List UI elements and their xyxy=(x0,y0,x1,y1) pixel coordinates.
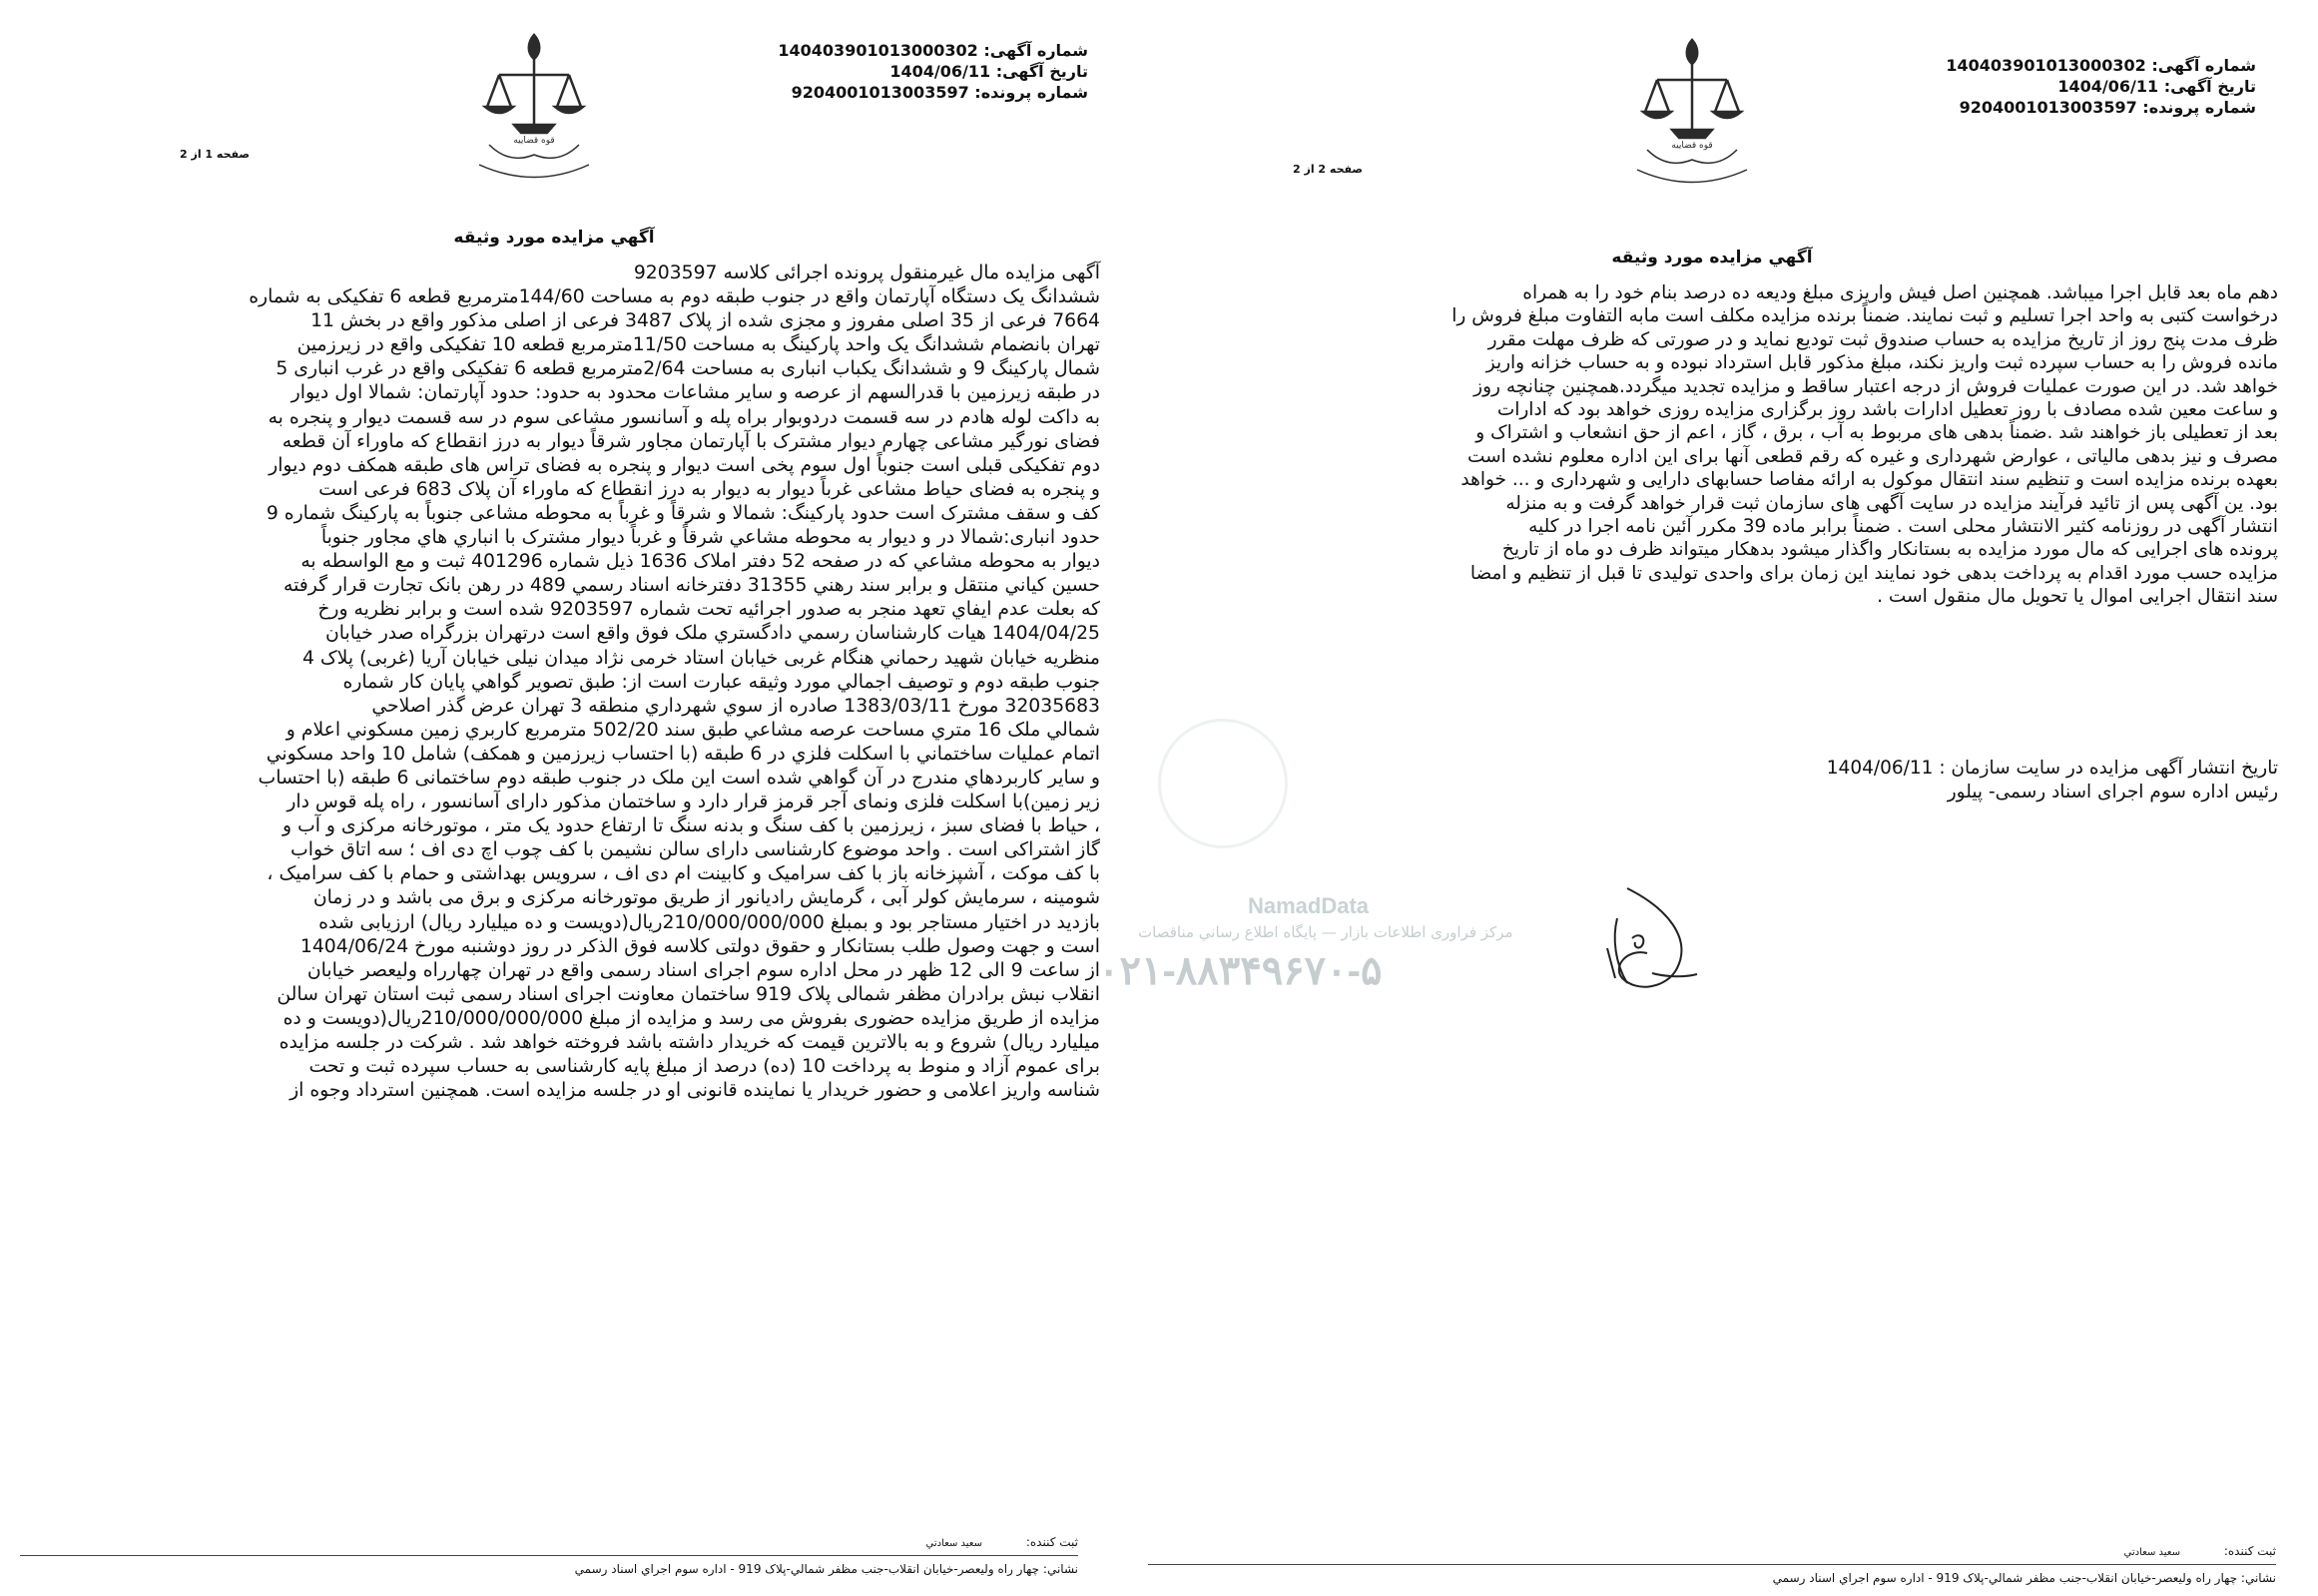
ad-number-label: شماره آگهی: xyxy=(2151,56,2256,75)
body-line: شناسه واريز اعلامی و حضور خريدار يا نماينده قانونی او در جلسه مزايده است. همچنين استرداد وجوه از xyxy=(290,1080,1100,1102)
body-line: بازديد در اختيار مستاجر بود و بمبلغ 210/000/000/000ريال(دويست و ده ميليارد ريال) ارزيابی شده xyxy=(318,911,1100,933)
body-line: تهران بانضمام ششدانگ یک واحد پارکینگ به مساحت 11/50مترمربع قطعه 10 تفکیکی واقع در زیرزمین xyxy=(296,334,1100,356)
body-line: بود. ین آگهی پس از تائید فرآیند مزایده در سایت آگهی های سازمان ثبت قرار خواهد گرفت و به منزله xyxy=(1505,492,2278,514)
body-line: با کف موکت ، آشپزخانه باز با کف سراميک و کابينت ام دی اف ، سرويس بهداشتی و حمام با کف سراميک ، xyxy=(267,863,1100,885)
body-line: بعهده برنده مزایده است و تنظیم سند انتقال موکول به ارائه مفاصا حسابهای دارایی و شهرداری و ... خواهد xyxy=(1460,469,2278,491)
body-line: مصرف و نیز بدهی مالیاتی ، عوارض شهرداری و غیره که رقم قطعی آنها برای این اداره معلوم نشده است xyxy=(1466,445,2278,467)
body-line: ششدانگ یک دستگاه آپارتمان واقع در جنوب طبقه دوم به مساحت 144/60مترمربع قطعه 6 تفکیکی به شماره xyxy=(249,286,1100,308)
body-line: مزايده از طريق مزايده حضوری بفروش می رسد و مزايده از مبلغ 210/000/000/000ريال(دويست و ده xyxy=(283,1007,1100,1029)
body-line: اتمام عمليات ساختماني با اسکلت فلزي در 6 طبقه (با احتساب زيرزمين و همکف) شامل 10 واحد مسکوني xyxy=(266,743,1100,765)
body-line: به داکت لوله هادم در سه قسمت دردوبوار براه پله و آسانسور مشاعی سوم در سه قسمت دیوار و پنجره به xyxy=(268,406,1100,428)
body-line: شمالي ملک 16 متري مساحت عرصه مشاعي طبق سند 502/20 مترمربع کاربري زمين مسکوني اعلام و xyxy=(286,719,1100,741)
body-line: فضای نورگیر مشاعی چهارم دیوار مشترک با آپارتمان مجاور شرقاً دیوار به درز انقطاع که ماوراء آن قطعه xyxy=(282,430,1100,452)
body-line: زير زمين)با اسکلت فلزی ونمای آجر قرمز قرار دارد و ساختمان مذکور دارای آسانسور ، راه پله قوس دار xyxy=(287,792,1100,813)
body-line: آگهی مزایده مال غیرمنقول پرونده اجرائی کلاسه 9203597 xyxy=(633,263,1100,283)
body-line: جنوب طبقه دوم و توصيف اجمالي مورد وثيقه عبارت است از: طبق تصوير گواهي پايان کار شماره xyxy=(342,671,1100,693)
body-line: دهم ماه بعد قابل اجرا میباشد. همچنین اصل فیش واریزی مبلغ ودیعه ده درصد بنام خود را به همراه xyxy=(1522,282,2278,303)
body-line: حدود انباری:شمالا در و دیوار به محوطه مشاعي شرقاً و غرباً ديوار مشترک با انباري هاي مجاور جنوباً xyxy=(320,527,1100,549)
body-line: حسين کياني منتقل و برابر سند رهني 31355 دفترخانه اسناد رسمي 489 در رهن بانک تجارت قرار گرفته xyxy=(284,575,1100,597)
body-line: سند انتقال اجرایی اموال یا تحویل مال منقول است . xyxy=(1877,586,2278,608)
notice-body xyxy=(1148,281,2278,609)
footer-divider xyxy=(1148,1564,2276,1565)
notice-meta xyxy=(729,40,1088,103)
body-line: 32035683 مورخ 1383/03/11 صادره از سوي شهرداري منطقه 3 تهران عرض گذر اصلاحي xyxy=(371,695,1100,717)
body-line: و ساير کاربردهاي مندرج در آن گواهي شده است اين ملک در جنوب طبقه دوم ساختمانی 6 طبقه (با احتساب xyxy=(258,767,1100,789)
body-line: گاز اشتراکی است . واحد موضوع کارشناسی دارای سالن نشيمن با کف چوب اچ دی اف ؛ سه اتاق خواب xyxy=(290,839,1100,861)
body-line: که بعلت عدم ايفاي تعهد منجر به صدور اجرائيه تحت شماره 9203597 شده است و برابر نظريه ورخ xyxy=(317,599,1100,621)
body-line: 7664 فرعی از 35 اصلی مفروز و مجزی شده از پلاک 3487 فرعی از اصلی مذکور واقع در بخش 11 xyxy=(310,310,1100,332)
publish-date: 1404/06/11 xyxy=(1826,758,1934,779)
body-line: انقلاب نبش برادران مظفر شمالی پلاک 919 ساختمان معاونت اجرای اسناد رسمی ثبت استان تهران سالن xyxy=(277,983,1100,1005)
case-number-label: شماره پرونده: xyxy=(2142,98,2256,117)
ad-number-label: شماره آگهی: xyxy=(983,41,1088,60)
notice-page-1 xyxy=(0,0,1108,1596)
body-line: ميليارد ريال) شروع و به بالاترين قيمت که خريدار داشته باشد فروخته خواهد شد . شرکت در جلسه مزايده xyxy=(279,1032,1100,1053)
watermark-brand: NamadData xyxy=(1248,893,1370,918)
registrar-name: سعيد سعادتي xyxy=(2123,1547,2181,1558)
ad-number: 140403901013000302 xyxy=(1946,56,2146,75)
ad-date-label: تاریخ آگهی: xyxy=(2163,77,2256,96)
body-line: و پنجره به فضای حیاط مشاعی غرباً دیوار به دیوار به درز انقطاع که ماوراء آن پلاک 683 فرعی است xyxy=(318,478,1100,500)
ad-number: 140403901013000302 xyxy=(778,41,978,60)
body-line: انتشار آگهی در روزنامه کثیر الانتشار محلی است . ضمناً برابر ماده 39 مکرر آئین نامه اجرا در کلیه xyxy=(1528,516,2278,538)
watermark-subtitle: مرکز فراوری اطلاعات بازار — پايگاه اطلاع رساني مناقصات xyxy=(1138,923,1513,941)
ad-date: 1404/06/11 xyxy=(2057,77,2159,96)
body-line: و ساعت معین شده مصادف با روز تعطیل ادارات باشد روز برگزاری مزایده روزی خواهد بود که ادارات xyxy=(1496,399,2278,421)
emblem-label: قوه قضاییه xyxy=(513,136,555,146)
notice-footer xyxy=(1148,1542,2276,1587)
body-line: ديوار به محوطه مشاعي که در صفحه 52 دفتر املاک 1636 ذيل شماره 401296 ثبت و مع الواسطه به xyxy=(300,551,1100,573)
handwritten-signature-icon xyxy=(1597,878,1717,1008)
publish-date-label: تاریخ انتشار آگهی مزایده در سایت سازمان : xyxy=(1939,758,2278,779)
emblem-label: قوه قضاییه xyxy=(1671,141,1713,151)
watermark-phone: ۰۲۱-۸۸۳۴۹۶۷۰-۵ xyxy=(1098,949,1383,993)
notice-footer xyxy=(20,1533,1078,1578)
case-number: 9204001013003597 xyxy=(1959,98,2137,117)
registrar-label: ثبت کننده: xyxy=(1025,1535,1078,1549)
signer-title: رئیس اداره سوم اجرای اسناد رسمی- پیلور xyxy=(1947,782,2278,802)
address-text: چهار راه وليعصر-خيابان انقلاب-جنب مظفر شمالي-پلاک 919 - اداره سوم اجراي اسناد رسمي xyxy=(574,1562,1040,1576)
body-line: دوم تفکیکی قبلی است جنوباً اول سوم پخی است دیوار و پنجره به فضای تراس های طبقه همکف دوم دیوار xyxy=(269,454,1100,476)
body-line: مانده فروش را به حساب سپرده ثبت واریز نکند، مبلغ مذکور قابل استرداد نبوده و به حساب خزانه واریز xyxy=(1485,352,2278,374)
page-number: صفحه 2 از 2 xyxy=(1293,163,1364,176)
registrar-name: سعيد سعادتي xyxy=(925,1538,983,1549)
body-line: از ساعت 9 الی 12 ظهر در محل اداره سوم اجرای اسناد رسمی واقع در تهران چهارراه وليعصر خيابان xyxy=(306,959,1100,981)
watermark-seal-icon xyxy=(1158,719,1288,848)
body-line: منظريه خيابان شهيد رحماني هنگام غربی خيابان استاد خرمی نژاد ميدان نيلی خيابان آريا (غربی) پلاک 4 xyxy=(301,647,1100,669)
ad-date-label: تاریخ آگهی: xyxy=(995,62,1088,81)
body-line: ، حياط با فضای سبز ، زيرزمين با کف سنگ و بدنه سنگ تا ارتفاع حدود يک متر ، موتورخانه مرکزی و آب و xyxy=(282,815,1100,837)
body-line: کف و سقف مشترک است حدود پارکینگ: شمالا و شرقاً و غرباً به محوطه مشاعی جنوباً به پارکینگ شماره 9 xyxy=(266,502,1100,524)
ad-date: 1404/06/11 xyxy=(889,62,991,81)
body-line: درخواست کتبی به واحد اجرا تسلیم و ثبت نمایند. ضمناً برنده مزایده مکلف است مابه التفاوت مبلغ فروش را xyxy=(1451,305,2278,327)
notice-meta xyxy=(1857,55,2256,118)
case-number-label: شماره پرونده: xyxy=(974,83,1088,102)
body-line: است و جهت وصول طلب بستانکار و حقوق دولتی کلاسه فوق الذکر در روز دوشنبه مورخ 1404/06/24 xyxy=(299,935,1100,957)
footer-divider xyxy=(20,1555,1078,1556)
registrar-label: ثبت کننده: xyxy=(2223,1544,2276,1558)
body-line: در طبقه زیرزمین با قدرالسهم از عرصه و سایر مشاعات محدود به حدود: حدود آپارتمان: شمالا اول دیوار xyxy=(290,382,1100,404)
body-line: شومينه ، سرمايش کولر آبی ، گرمايش راديانور از طريق موتورخانه مرکزی و برق می باشد و در زمان xyxy=(312,887,1100,909)
judiciary-emblem-icon xyxy=(469,15,599,185)
body-line: 1404/04/25 هيات کارشناسان رسمي دادگستري ملک فوق واقع است درتهران بزرگراه صدر خيابان xyxy=(325,623,1100,645)
body-line: خواهد شد. در این صورت عملیات فروش از درجه اعتبار ساقط و مزایده تجدید میگردد.همچنین چنانچه روز xyxy=(1473,375,2278,397)
notice-title: آگهي مزايده مورد وثيقه xyxy=(1611,248,1813,267)
body-line: شمال پارکینگ 9 و ششدانگ یکباب انباری به مساحت 2/64مترمربع قطعه 6 تفکیکی واقع در غرب انباری 5 xyxy=(276,358,1100,380)
address-text: چهار راه وليعصر-خيابان انقلاب-جنب مظفر شمالي-پلاک 919 - اداره سوم اجراي اسناد رسمي xyxy=(1772,1571,2238,1585)
body-line: ظرف مدت پنج روز از تاریخ مزایده به حساب صندوق ثبت تودیع نماید و در صورتی که ظرف مهلت مقرر xyxy=(1487,328,2278,350)
notice-title: آگهي مزايده مورد وثيقه xyxy=(453,228,655,248)
judiciary-emblem-icon xyxy=(1627,20,1757,190)
notice-body xyxy=(10,262,1100,1103)
address-label: نشاني: xyxy=(2240,1571,2276,1585)
address-label: نشاني: xyxy=(1042,1562,1078,1576)
body-line: برای عموم آزاد و منوط به پرداخت 10 (ده) درصد از مبلغ پايه کارشناسی به حساب سپرده ثبت و تحت xyxy=(308,1056,1100,1078)
body-line: پرونده های اجرایی که مال مورد مزایده به بستانکار واگذار میشود بدهکار میتواند ظرف دو ماه از تاریخ xyxy=(1501,539,2278,561)
page-number: صفحه 1 از 2 xyxy=(180,148,251,161)
body-line: مزایده حسب مورد اقدام به پرداخت بدهی خود نمایند این زمان برای واحدی تولیدی تا قبل از تنظیم و امضا xyxy=(1469,562,2278,584)
case-number: 9204001013003597 xyxy=(791,83,969,102)
body-line: بعد از تعطیلی باز خواهند شد .ضمناً بدهی های مربوط به آب ، برق ، گاز ، اعم از حق انشعاب و اشتراک و xyxy=(1475,422,2278,444)
